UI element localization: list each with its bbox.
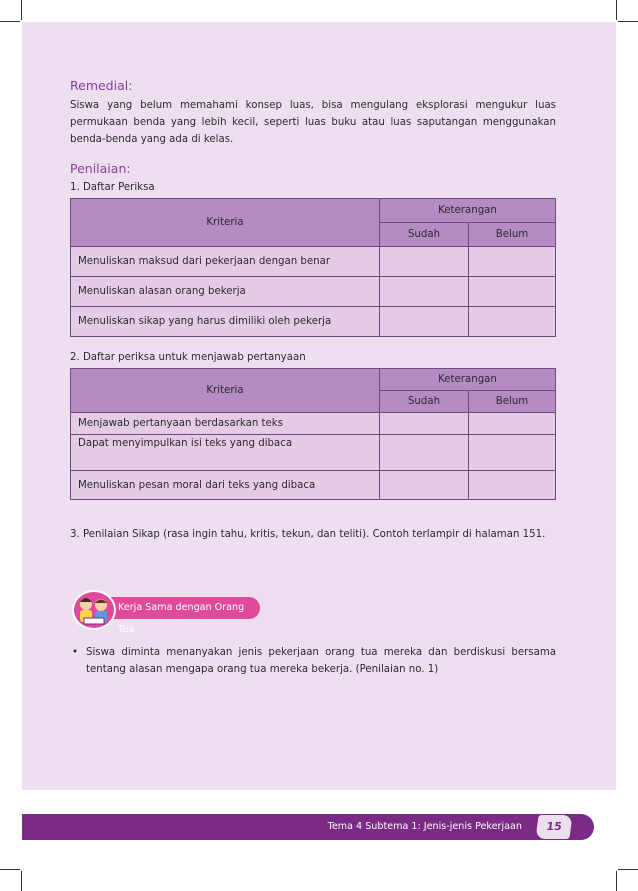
crop-mark bbox=[21, 871, 22, 891]
table-row bbox=[71, 471, 556, 500]
sudah-cell bbox=[380, 307, 469, 337]
bullet-icon: • bbox=[72, 647, 79, 658]
row-criteria: Menuliskan alasan orang bekerja bbox=[71, 277, 380, 307]
badge-label: Kerja Sama dengan Orang Tua bbox=[92, 597, 260, 619]
sudah-cell bbox=[380, 277, 469, 307]
page-content bbox=[70, 78, 556, 543]
col-belum: Belum bbox=[469, 223, 556, 247]
row-criteria: Menuliskan pesan moral dari teks yang dibaca bbox=[71, 471, 380, 500]
col-kriteria: Kriteria bbox=[71, 369, 380, 413]
row-criteria: Dapat menyimpulkan isi teks yang dibaca bbox=[71, 435, 380, 471]
footer-bar bbox=[22, 814, 594, 840]
table-row bbox=[71, 277, 556, 307]
col-keterangan: Keterangan bbox=[380, 369, 556, 391]
crop-mark bbox=[616, 871, 617, 891]
crop-mark bbox=[616, 0, 617, 20]
item3-text: 3. Penilaian Sikap (rasa ingin tahu, kritis, tekun, dan teliti). Contoh terlampir di halaman 151. bbox=[70, 529, 546, 540]
footer-text: Tema 4 Subtema 1: Jenis-jenis Pekerjaan bbox=[327, 821, 522, 832]
crop-mark bbox=[0, 21, 20, 22]
col-belum: Belum bbox=[469, 391, 556, 413]
remedial-text: Siswa yang belum memahami konsep luas, bisa mengulang eksplorasi mengukur luas permukaan benda yang lebih kecil, seperti luas buku atau luas saputangan menggunakan benda-benda yang ada di kelas. bbox=[70, 100, 556, 145]
crop-mark bbox=[21, 0, 22, 20]
col-keterangan: Keterangan bbox=[380, 199, 556, 223]
col-kriteria: Kriteria bbox=[71, 199, 380, 247]
belum-cell bbox=[469, 435, 556, 471]
crop-mark bbox=[618, 21, 638, 22]
table-row bbox=[71, 435, 556, 471]
row-criteria: Menuliskan sikap yang harus dimiliki oleh pekerja bbox=[71, 307, 380, 337]
sudah-cell bbox=[380, 413, 469, 435]
table-row bbox=[71, 307, 556, 337]
belum-cell bbox=[469, 413, 556, 435]
kerja-sama-badge bbox=[72, 590, 262, 635]
belum-cell bbox=[469, 277, 556, 307]
table-row bbox=[71, 247, 556, 277]
family-illustration-icon bbox=[72, 590, 116, 630]
belum-cell bbox=[469, 471, 556, 500]
bullet-item bbox=[72, 644, 556, 678]
belum-cell bbox=[469, 307, 556, 337]
col-sudah: Sudah bbox=[380, 223, 469, 247]
crop-mark bbox=[0, 869, 20, 870]
checklist-table-1 bbox=[70, 198, 556, 337]
crop-mark bbox=[618, 869, 638, 870]
sudah-cell bbox=[380, 435, 469, 471]
page-number: 15 bbox=[535, 815, 572, 839]
sudah-cell bbox=[380, 247, 469, 277]
col-sudah: Sudah bbox=[380, 391, 469, 413]
checklist-table-2 bbox=[70, 368, 556, 500]
sudah-cell bbox=[380, 471, 469, 500]
belum-cell bbox=[469, 247, 556, 277]
list2-title: 2. Daftar periksa untuk menjawab pertanyaan bbox=[70, 352, 306, 363]
bullet-text: Siswa diminta menanyakan jenis pekerjaan orang tua mereka dan berdiskusi bersama tentang alasan mengapa orang tua mereka bekerja. (Penilaian no. 1) bbox=[86, 647, 556, 675]
row-criteria: Menuliskan maksud dari pekerjaan dengan benar bbox=[71, 247, 380, 277]
list1-title: 1. Daftar Periksa bbox=[70, 182, 155, 193]
row-criteria: Menjawab pertanyaan berdasarkan teks bbox=[71, 413, 380, 435]
table-row bbox=[71, 413, 556, 435]
penilaian-heading: Penilaian: bbox=[70, 161, 131, 176]
remedial-heading: Remedial: bbox=[70, 78, 133, 93]
